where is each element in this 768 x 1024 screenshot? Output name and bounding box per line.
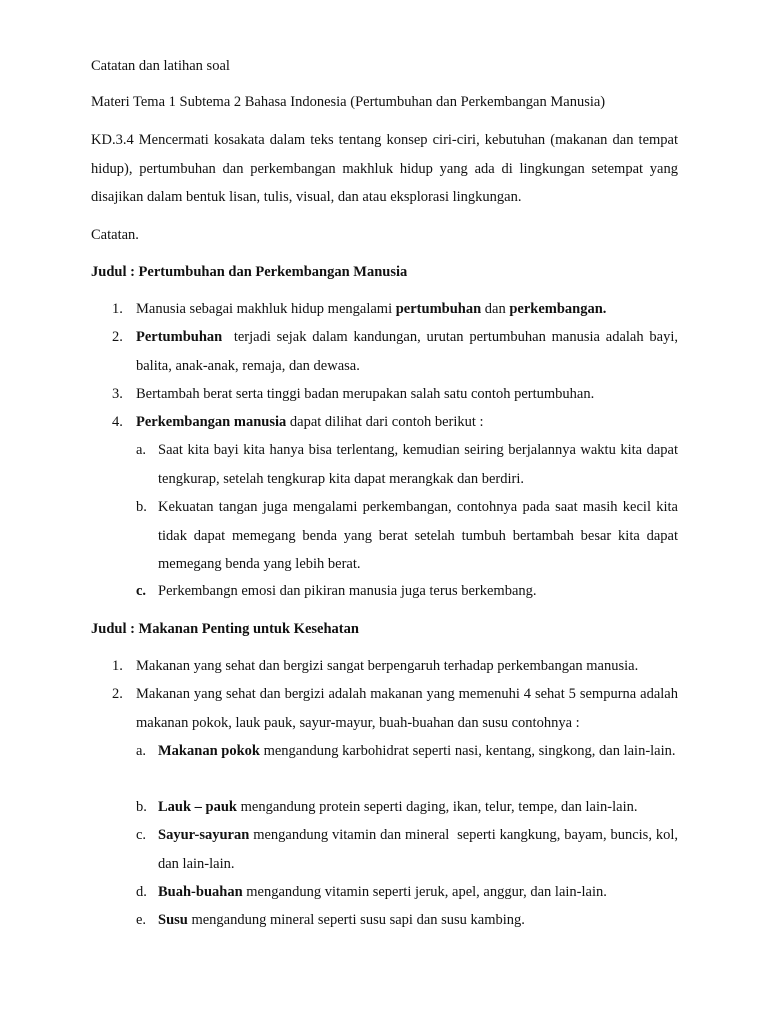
sub-list-letter: e. xyxy=(136,912,147,928)
sub-list-text: Sayur-sayuran mengandung vitamin dan mineral seperti kangkung, bayam, buncis, kol, dan lain-lain. xyxy=(158,827,682,872)
sub-list-letter: d. xyxy=(136,884,147,900)
list-text: Perkembangan manusia dapat dilihat dari contoh berikut : xyxy=(136,414,484,430)
list-text: Makanan yang sehat dan bergizi adalah makanan yang memenuhi 4 sehat 5 sempurna adalah makanan pokok, lauk pauk, sayur-mayur, buah-buahan dan susu contohnya : xyxy=(136,686,678,731)
sub-list-text: Kekuatan tangan juga mengalami perkembangan, contohnya pada saat masih kecil kita tidak dapat memegang benda yang berat setelah tumbuh bertambah besar kita dapat memegang benda yang lebih berat. xyxy=(158,499,678,572)
sub-list-letter: c. xyxy=(136,583,147,599)
section1-heading: Judul : Pertumbuhan dan Perkembangan Manusia xyxy=(91,264,408,280)
list-number: 1. xyxy=(112,301,123,317)
sub-list-letter: a. xyxy=(136,743,147,759)
materi-line: Materi Tema 1 Subtema 2 Bahasa Indonesia (Pertumbuhan dan Perkembangan Manusia) xyxy=(91,94,606,110)
list-number: 3. xyxy=(112,386,123,402)
kd-paragraph: KD.3.4 Mencermati kosakata dalam teks tentang konsep ciri-ciri, kebutuhan (makanan dan tempat hidup), pertumbuhan dan perkembangan makhluk hidup yang ada di lingkungan setempat yang disajikan dalam bentuk lisan, tulis, visual, dan atau eksplorasi lingkungan. xyxy=(91,132,678,205)
sub-list-letter: c. xyxy=(136,827,147,843)
sub-list-text: Susu mengandung mineral seperti susu sapi dan susu kambing. xyxy=(158,912,525,928)
sub-list-text: Lauk – pauk mengandung protein seperti daging, ikan, telur, tempe, dan lain-lain. xyxy=(158,799,638,815)
sub-list-letter: a. xyxy=(136,442,147,458)
sub-list-text: Makanan pokok mengandung karbohidrat seperti nasi, kentang, singkong, dan lain-lain. xyxy=(158,743,676,759)
list-number: 4. xyxy=(112,414,123,430)
list-text: Pertumbuhan terjadi sejak dalam kandungan, urutan pertumbuhan manusia adalah bayi, balita, anak-anak, remaja, dan dewasa. xyxy=(136,329,682,374)
sub-list-text: Perkembangn emosi dan pikiran manusia juga terus berkembang. xyxy=(158,583,537,599)
list-number: 1. xyxy=(112,658,123,674)
list-number: 2. xyxy=(112,686,123,702)
list-text: Bertambah berat serta tinggi badan merupakan salah satu contoh pertumbuhan. xyxy=(136,386,595,402)
sub-list-letter: b. xyxy=(136,799,147,815)
catatan-label: Catatan. xyxy=(91,227,139,243)
section2-heading: Judul : Makanan Penting untuk Kesehatan xyxy=(91,621,359,637)
list-text: Makanan yang sehat dan bergizi sangat berpengaruh terhadap perkembangan manusia. xyxy=(136,658,639,674)
sub-list-letter: b. xyxy=(136,499,147,515)
document-title: Catatan dan latihan soal xyxy=(91,58,230,74)
sub-list-text: Saat kita bayi kita hanya bisa terlentang, kemudian seiring berjalannya waktu kita dapat tengkurap, setelah tengkurap kita dapat merangkak dan berdiri. xyxy=(158,442,678,487)
list-text: Manusia sebagai makhluk hidup mengalami pertumbuhan dan perkembangan. xyxy=(136,301,607,317)
list-number: 2. xyxy=(112,329,123,345)
sub-list-text: Buah-buahan mengandung vitamin seperti jeruk, apel, anggur, dan lain-lain. xyxy=(158,884,607,900)
